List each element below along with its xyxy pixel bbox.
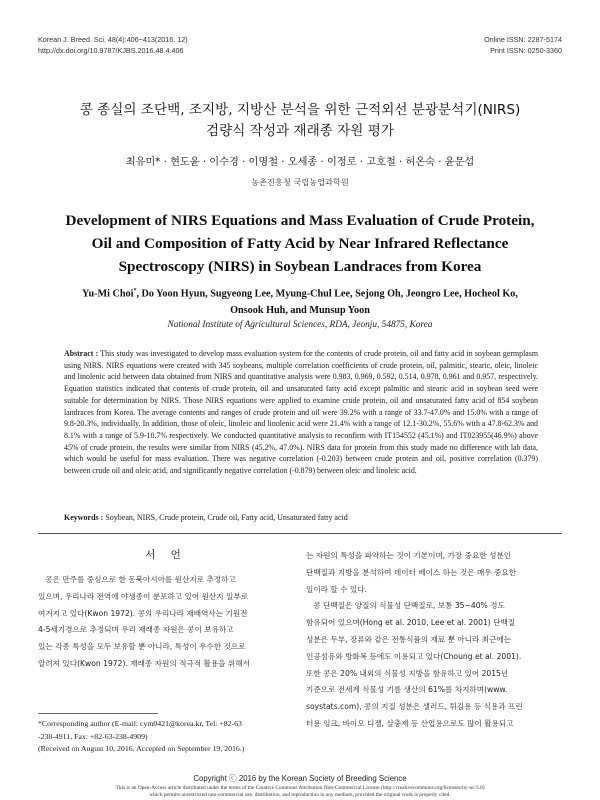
abstract-text: This study was investigated to develop mass evaluation system for the contents of crude protein, oil and fatty acid in soybean germplasm using NIRS. NIRS equations were created with 345 soybeans, multiple correlation coefficients of crude protein, oil, palmitic, stearic, oleic, linoleic and linolenic acid between data obtained from NIRS and quantitative analysis were 0.983, 0.969, 0.592, 0.514, 0.978, 0.961 and 0.957, respectively. Equation statistics indicated that contents of crude protein, oil and unsaturated fatty acid except palmitic and stearic acid in soybean seed were suitable for determination by NIRS. Those NIRS equations were applied to examine crude protein, oil and unsaturated fatty acid of 854 soybean landraces from Korea. The average contents and ranges of crude protein and oil were 39.2% with a range of 33.7-47.0% and 15.0% with a range of 9.8-20.3%, individually. In addition, those of oleic, linoleic and linolenic acid were 21.4% with a range of 12.1-30.2%, 55.6% with a 47.8-62.3% and 8.1% with a range of 5.9-10.7% respectively. We conducted quantitative analysis to reconfirm with IT154552 (45.1%) and IT023955(46.9%) above 45% of crude protein, the results were similar from NIRS (45.2%, 47.0%). NIRS data for protein from this study made no difference with lab data, which would be useful for mass evaluation. There was negative correlation (-0.203) between crude protein and oil, positive correlation (0.379) between crude oil and oleic acid, and significantly negative correlation (-0.879) between oleic and linoleic acid. <box>64 349 538 476</box>
left-column <box>38 572 294 673</box>
english-authors <box>30 283 570 319</box>
license-line2: which permits unrestricted non-commercial use, distribution, and reproduction in any medium, provided the original work is properly cited. <box>149 792 451 798</box>
abstract-label: Abstract : <box>64 349 99 358</box>
body-line: 알려져 있다(Kwon 1972). 재래종 자원의 적극적 활용을 위해서 <box>38 658 250 668</box>
body-line: 일이라 할 수 있다. <box>306 584 368 594</box>
body-line: 4-5세기경으로 추정되며 우리 재래종 자원은 콩이 보유하고 <box>38 625 234 635</box>
received-dates: (Received on August 10, 2016. Accepted on September 19, 2016.) <box>38 744 245 753</box>
body-line: 있는 각종 특성을 모두 보유할 뿐 아니라, 특성이 우수한 것으로 <box>38 642 246 652</box>
print-issn: Print ISSN: 0250-3360 <box>490 46 562 55</box>
online-issn: Online ISSN: 2287-5174 <box>484 35 562 44</box>
english-title <box>30 209 570 278</box>
footnote-line2: -238-4911, Fax: +82-63-238-4909) <box>38 732 148 741</box>
keywords-text: Soybean, NIRS, Crude protein, Crude oil, Fatty acid, Unsaturated fatty acid <box>105 513 348 522</box>
body-line: soystats.com), 콩의 지질 성분은 샐러드, 튀김용 등 식용과 프린 <box>306 702 523 712</box>
english-authors-line1 <box>30 283 570 302</box>
body-line: 여겨지고 있다(Kwon 1972). 콩의 우리나라 재배역사는 기원전 <box>38 608 248 618</box>
corresponding-mark: * <box>133 288 137 294</box>
body-line: 콩은 만주를 중심으로 한 동북아시아를 원산지로 추정하고 <box>38 575 236 584</box>
body-line: 단백질과 지방을 분석하여 데이터 베이스 하는 것은 매우 중요한 <box>306 567 517 577</box>
abstract-divider <box>38 533 562 534</box>
english-title-line2: Oil and Composition of Fatty Acid by Near Infrared Reflectance <box>91 235 509 252</box>
journal-citation: Korean J. Breed. Sci. 48(4):406~413(2016. 12) <box>38 35 188 44</box>
korean-title <box>0 100 600 142</box>
body-line: 는 자원의 특성을 파악하는 것이 기본이며, 가장 중요한 성분인 <box>306 551 512 560</box>
body-line: 인공섬유와 방화복 등에도 이용되고 있다(Choung et al. 2001). <box>306 651 522 661</box>
korean-authors: 최유미* · 현도윤 · 이수경 · 이명철 · 오세종 · 이정로 · 고호철 · 허온숙 · 윤문섭 <box>125 157 475 168</box>
body-line: 터용 잉크, 바이오 디젤, 살충제 등 산업용으로도 많이 활용되고 <box>306 718 514 728</box>
english-authors-line2: Onsook Huh, and Munsup Yoon <box>230 305 370 317</box>
body-line: 콩 단백질은 양질의 식물성 단백질로, 보통 35~40% 정도 <box>306 601 505 611</box>
korean-title-line2: 검량식 작성과 재래종 자원 평가 <box>206 123 394 139</box>
footnote-line1: *Corresponding author (E-mail: cym0421@korea.kr, Tel: +82-63 <box>38 719 242 728</box>
korean-title-line1: 콩 종실의 조단백, 조지방, 지방산 분석을 위한 근적외선 분광분석기(NIRS) <box>79 102 521 118</box>
issn-header <box>484 34 562 56</box>
co-authors: , Do Yoon Hyun, Sugyeong Lee, Myung-Chul Lee, Sejong Oh, Jeongro Lee, Hocheol Ko, <box>136 288 518 300</box>
body-line: 함유되어 있으며(Hong et al. 2010, Lee et al. 2001) 단백질 <box>306 618 516 628</box>
doi-link[interactable]: http://dx.doi.org/10.9787/KJBS.2016.48.4.406 <box>38 46 184 55</box>
corresponding-footnote <box>38 717 294 743</box>
keywords <box>64 513 538 522</box>
english-title-line1: Development of NIRS Equations and Mass Evaluation of Crude Protein, <box>65 212 535 229</box>
copyright-notice: Copyright ⓒ 2016 by the Korean Society of Breeding Science <box>193 774 407 783</box>
right-column <box>306 548 562 733</box>
keywords-label: Keywords : <box>64 513 104 522</box>
footnote-divider <box>38 713 158 714</box>
body-line: 또한 콩은 20% 내외의 식물성 지방을 함유하고 있어 2015년 <box>306 668 509 678</box>
license-notice <box>20 785 580 799</box>
body-line: 있으며, 우리나라 전역에 야생종이 분포하고 있어 원산지 일부로 <box>38 591 249 601</box>
body-line: 기준으로 전세계 식물성 기름 생산의 61%를 차지하며(www. <box>306 685 508 695</box>
first-author: Yu-Mi Choi <box>82 288 134 300</box>
body-line: 성분은 두부, 장류와 같은 전통식품의 재료 뿐 아니라 최근에는 <box>306 634 512 644</box>
abstract <box>64 348 538 477</box>
korean-affiliation: 농촌진흥청 국립농업과학원 <box>251 177 349 187</box>
english-affiliation: National Institute of Agricultural Sciences, RDA, Jeonju, 54875, Korea <box>167 320 433 330</box>
section-heading: 서 언 <box>145 549 187 561</box>
english-title-line3: Spectroscopy (NIRS) in Soybean Landraces from Korea <box>118 258 482 275</box>
license-line1: This is an Open-Access article distributed under the terms of the Creative Commons Attribution Non-Commercial License (http://creativecommons.org/licenses/by-nc/3.0) <box>115 785 485 791</box>
journal-header <box>38 34 188 56</box>
